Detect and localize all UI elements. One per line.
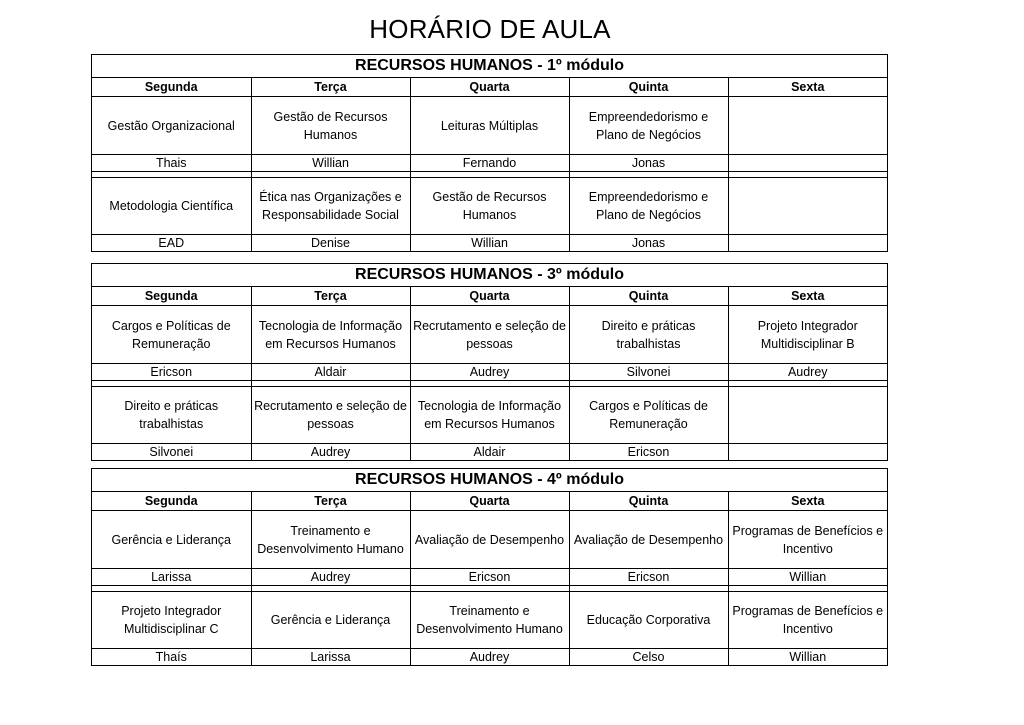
teacher-cell bbox=[728, 155, 887, 172]
subject-cell: Avaliação de Desempenho bbox=[410, 511, 569, 569]
teacher-cell: Ericson bbox=[569, 444, 728, 461]
teacher-cell: Thais bbox=[92, 155, 251, 172]
subject-cell: Gestão de Recursos Humanos bbox=[410, 178, 569, 235]
teacher-cell: Larissa bbox=[251, 649, 410, 666]
day-header-sexta: Sexta bbox=[728, 287, 887, 306]
day-header-quarta: Quarta bbox=[410, 287, 569, 306]
schedule-table bbox=[92, 469, 887, 665]
teacher-cell: Silvonei bbox=[92, 444, 251, 461]
day-header-segunda: Segunda bbox=[92, 287, 251, 306]
subject-cell: Recrutamento e seleção de pessoas bbox=[410, 306, 569, 364]
day-header-quarta: Quarta bbox=[410, 492, 569, 511]
teacher-cell bbox=[728, 235, 887, 252]
subject-cell: Cargos e Políticas de Remuneração bbox=[92, 306, 251, 364]
subject-cell: Projeto Integrador Multidisciplinar B bbox=[728, 306, 887, 364]
subject-cell: Tecnologia de Informação em Recursos Humanos bbox=[410, 387, 569, 444]
teacher-cell: Aldair bbox=[251, 364, 410, 381]
teacher-cell: Fernando bbox=[410, 155, 569, 172]
day-header-quarta: Quarta bbox=[410, 78, 569, 97]
subject-cell: Educação Corporativa bbox=[569, 592, 728, 649]
subject-cell bbox=[728, 178, 887, 235]
schedule-module-2 bbox=[91, 263, 888, 461]
page-title: HORÁRIO DE AULA bbox=[369, 14, 611, 44]
day-header-sexta: Sexta bbox=[728, 492, 887, 511]
teacher-cell: Ericson bbox=[410, 569, 569, 586]
subject-cell: Recrutamento e seleção de pessoas bbox=[251, 387, 410, 444]
module-title: RECURSOS HUMANOS - 4º módulo bbox=[92, 469, 887, 492]
day-header-segunda: Segunda bbox=[92, 492, 251, 511]
teacher-cell: Thaís bbox=[92, 649, 251, 666]
teacher-cell bbox=[728, 444, 887, 461]
day-header-tera: Terça bbox=[251, 492, 410, 511]
teacher-cell: Celso bbox=[569, 649, 728, 666]
day-header-quinta: Quinta bbox=[569, 492, 728, 511]
subject-cell: Avaliação de Desempenho bbox=[569, 511, 728, 569]
teacher-cell: Audrey bbox=[410, 364, 569, 381]
subject-cell bbox=[728, 97, 887, 155]
teacher-cell: Ericson bbox=[569, 569, 728, 586]
day-header-quinta: Quinta bbox=[569, 78, 728, 97]
subject-cell: Treinamento e Desenvolvimento Humano bbox=[251, 511, 410, 569]
subject-cell bbox=[728, 387, 887, 444]
teacher-cell: Jonas bbox=[569, 155, 728, 172]
teacher-cell: Willian bbox=[251, 155, 410, 172]
subject-cell: Gerência e Liderança bbox=[251, 592, 410, 649]
teacher-cell: Aldair bbox=[410, 444, 569, 461]
teacher-cell: Audrey bbox=[410, 649, 569, 666]
subject-cell: Direito e práticas trabalhistas bbox=[569, 306, 728, 364]
teacher-cell: Jonas bbox=[569, 235, 728, 252]
subject-cell: Programas de Benefícios e Incentivo bbox=[728, 511, 887, 569]
subject-cell: Gestão Organizacional bbox=[92, 97, 251, 155]
module-title: RECURSOS HUMANOS - 1º módulo bbox=[92, 55, 887, 78]
teacher-cell: Silvonei bbox=[569, 364, 728, 381]
teacher-cell: Willian bbox=[728, 569, 887, 586]
teacher-cell: Willian bbox=[410, 235, 569, 252]
day-header-tera: Terça bbox=[251, 78, 410, 97]
day-header-segunda: Segunda bbox=[92, 78, 251, 97]
day-header-sexta: Sexta bbox=[728, 78, 887, 97]
subject-cell: Treinamento e Desenvolvimento Humano bbox=[410, 592, 569, 649]
day-header-quinta: Quinta bbox=[569, 287, 728, 306]
subject-cell: Gestão de Recursos Humanos bbox=[251, 97, 410, 155]
teacher-cell: EAD bbox=[92, 235, 251, 252]
subject-cell: Tecnologia de Informação em Recursos Humanos bbox=[251, 306, 410, 364]
subject-cell: Leituras Múltiplas bbox=[410, 97, 569, 155]
teacher-cell: Audrey bbox=[251, 569, 410, 586]
teacher-cell: Audrey bbox=[728, 364, 887, 381]
day-header-tera: Terça bbox=[251, 287, 410, 306]
schedule-table bbox=[92, 55, 887, 251]
schedule-table bbox=[92, 264, 887, 460]
subject-cell: Programas de Benefícios e Incentivo bbox=[728, 592, 887, 649]
subject-cell: Empreendedorismo e Plano de Negócios bbox=[569, 97, 728, 155]
subject-cell: Gerência e Liderança bbox=[92, 511, 251, 569]
teacher-cell: Willian bbox=[728, 649, 887, 666]
subject-cell: Direito e práticas trabalhistas bbox=[92, 387, 251, 444]
subject-cell: Ética nas Organizações e Responsabilidade Social bbox=[251, 178, 410, 235]
teacher-cell: Denise bbox=[251, 235, 410, 252]
teacher-cell: Larissa bbox=[92, 569, 251, 586]
subject-cell: Projeto Integrador Multidisciplinar C bbox=[92, 592, 251, 649]
subject-cell: Empreendedorismo e Plano de Negócios bbox=[569, 178, 728, 235]
schedule-module-1 bbox=[91, 54, 888, 252]
subject-cell: Metodologia Científica bbox=[92, 178, 251, 235]
subject-cell: Cargos e Políticas de Remuneração bbox=[569, 387, 728, 444]
module-title: RECURSOS HUMANOS - 3º módulo bbox=[92, 264, 887, 287]
teacher-cell: Audrey bbox=[251, 444, 410, 461]
teacher-cell: Ericson bbox=[92, 364, 251, 381]
schedule-module-3 bbox=[91, 468, 888, 666]
